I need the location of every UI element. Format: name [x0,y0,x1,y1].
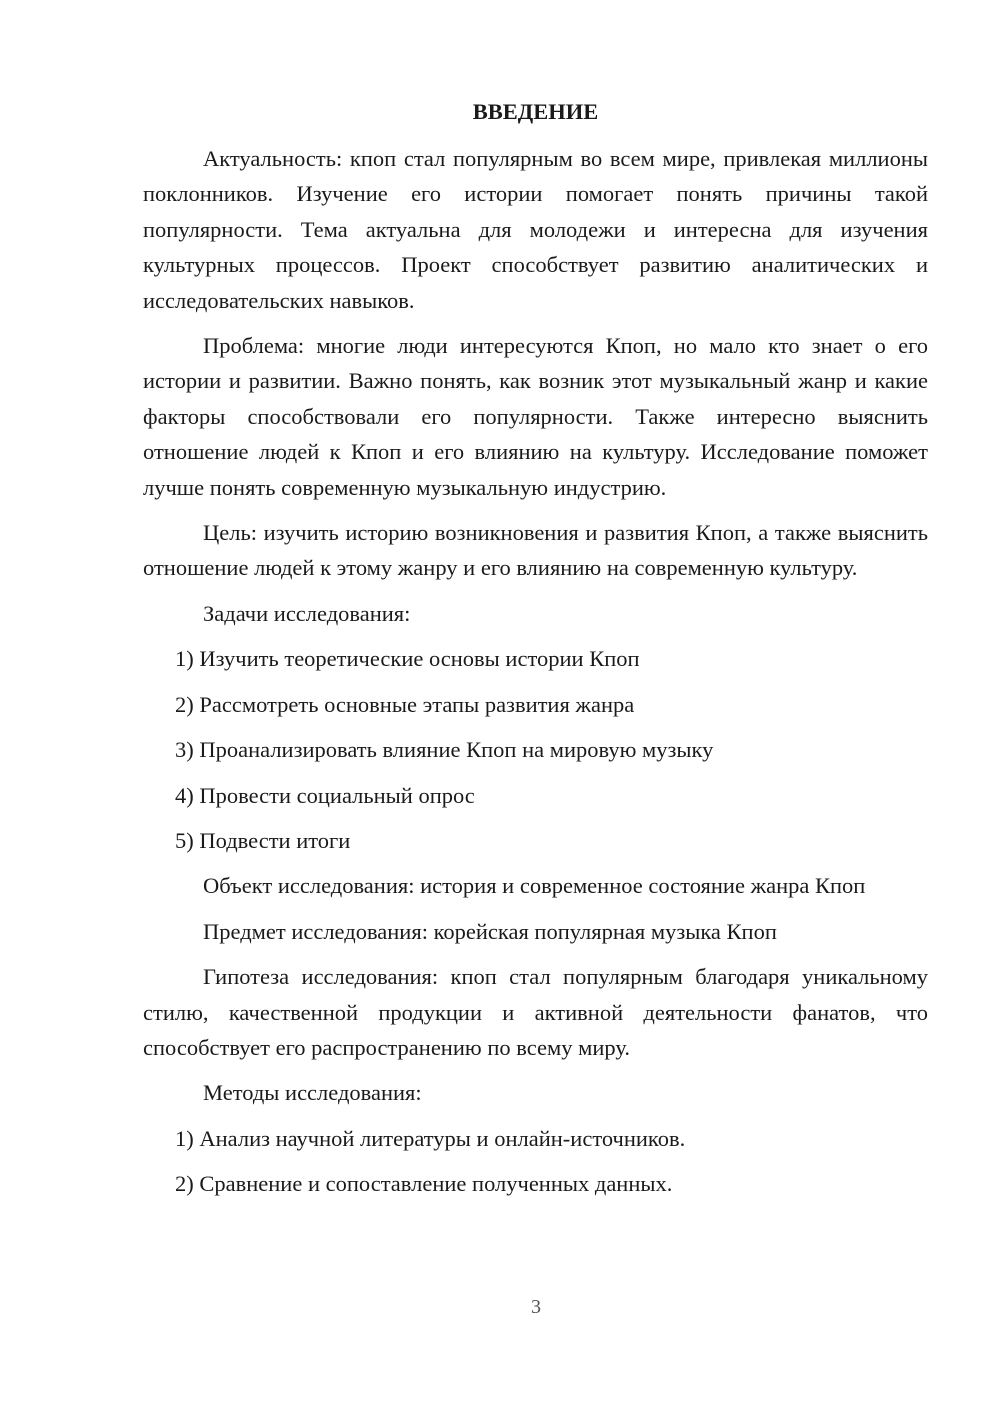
task-item-3: 3) Проанализировать влияние Кпоп на мировую музыку [175,737,714,763]
task-item-1: 1) Изучить теоретические основы истории Кпоп [175,646,640,672]
task-item-4: 4) Провести социальный опрос [175,782,475,808]
method-item-1: 1) Анализ научной литературы и онлайн-источников. [175,1125,686,1151]
paragraph-subject: Предмет исследования: корейская популярная музыка Кпоп [203,918,777,944]
paragraph-hypothesis: Гипотеза исследования: кпоп стал популярным благодаря уникальному стилю, качественной продукции и активной деятельности фанатов, что способствует его распространению по всему миру. [143,964,928,1060]
task-item-5: 5) Подвести итоги [175,827,351,853]
paragraph-object: Объект исследования: история и современное состояние жанра Кпоп [203,873,866,899]
methods-heading: Методы исследования: [203,1080,422,1106]
page-number: 3 [531,1296,541,1318]
paragraph-relevance: Актуальность: кпоп стал популярным во всем мире, привлекая миллионы поклонников. Изучение его истории помогает понять причины такой популярности. Тема актуальна для молодежи и интересна для изучения культурных процессов. Проект способствует развитию аналитических и исследовательских навыков. [143,146,928,313]
tasks-heading: Задачи исследования: [203,600,411,626]
paragraph-goal: Цель: изучить историю возникновения и развития Кпоп, а также выяснить отношение людей к этому жанру и его влиянию на современную культуру. [143,520,928,581]
method-item-2: 2) Сравнение и сопоставление полученных данных. [175,1171,673,1197]
task-item-2: 2) Рассмотреть основные этапы развития жанра [175,691,635,717]
page-title: ВВЕДЕНИЕ [472,99,599,124]
paragraph-problem: Проблема: многие люди интересуются Кпоп, но мало кто знает о его истории и развитии. Важно понять, как возник этот музыкальный жанр и какие факторы способствовали его популярности. Также интересно выяснить отношение людей к Кпоп и его влиянию на культуру. Исследование поможет лучше понять современную музыкальную индустрию. [143,333,928,500]
